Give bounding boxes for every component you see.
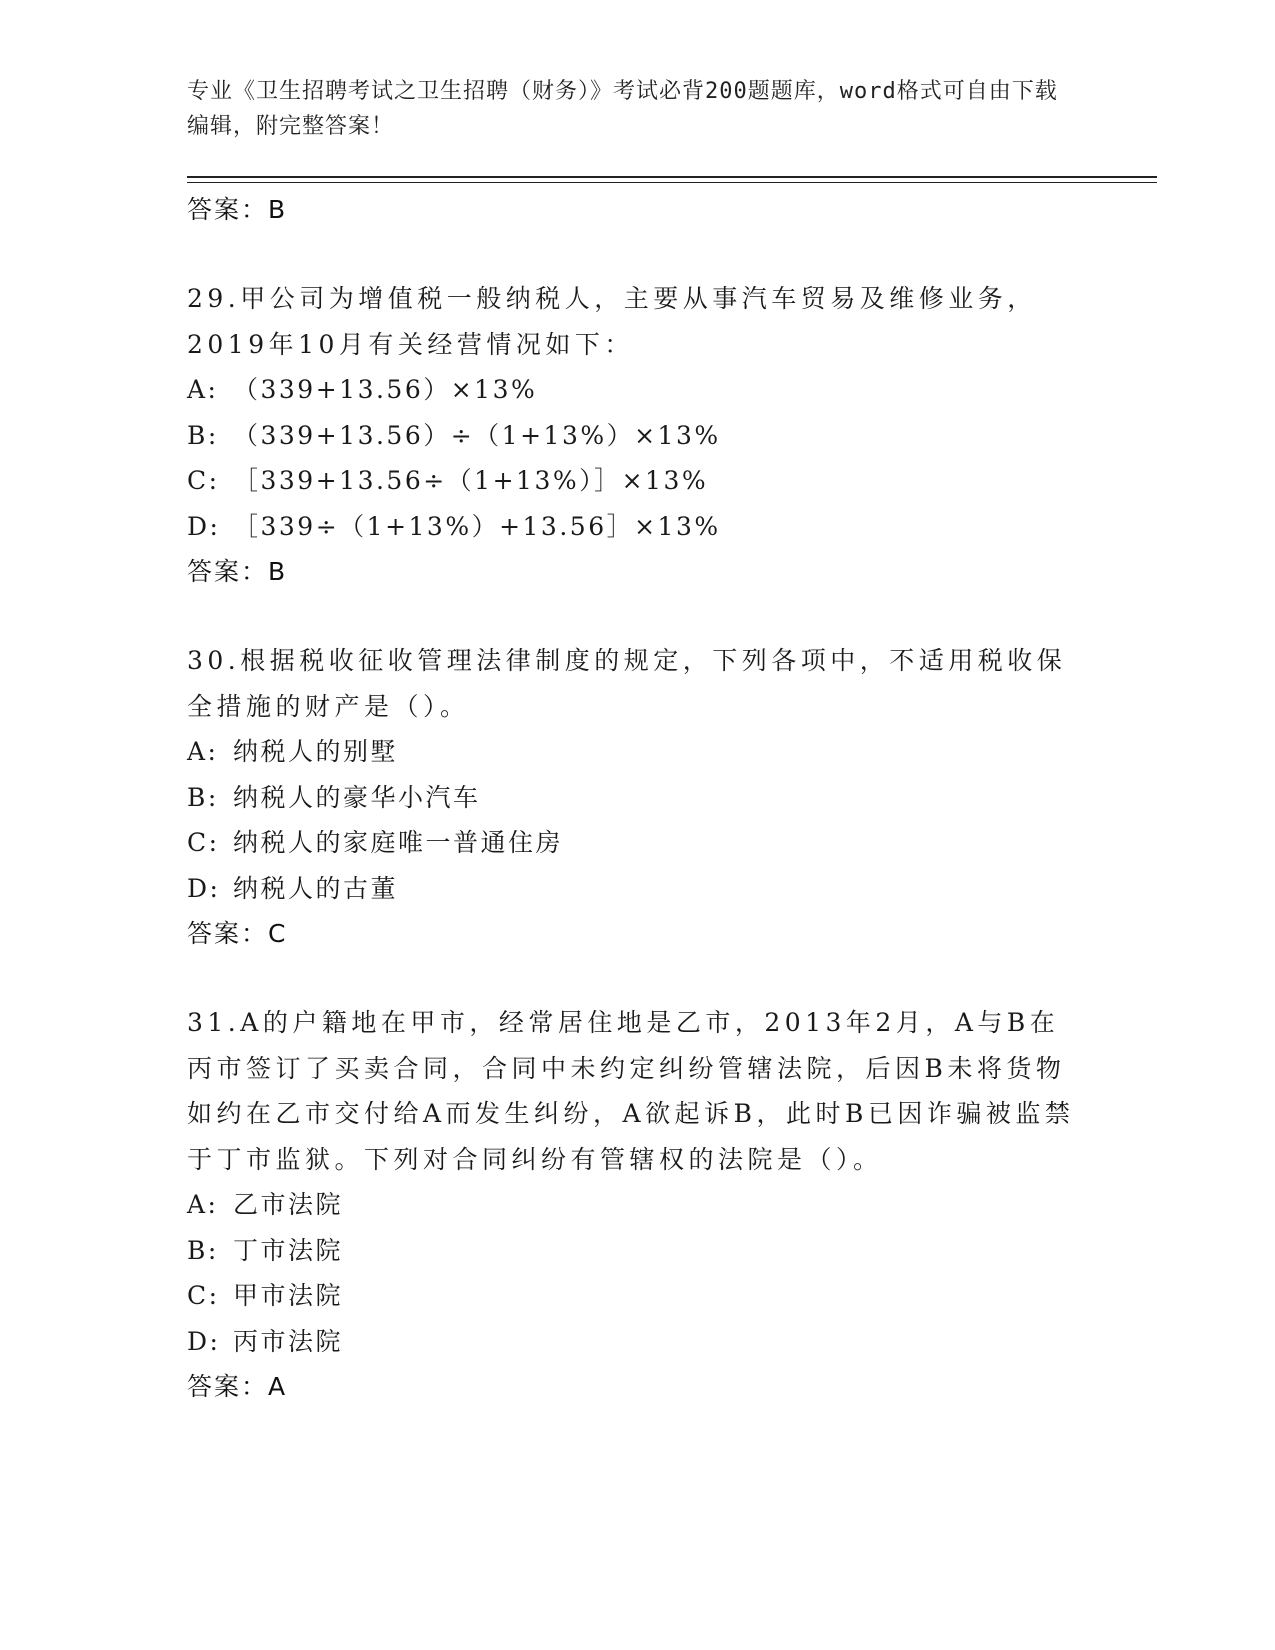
option-text: 丁市法院 xyxy=(233,1235,344,1265)
question-30-option-a xyxy=(187,729,1087,775)
question-29-option-b xyxy=(187,413,1087,459)
option-letter: D: xyxy=(187,1326,221,1356)
option-text: 甲市法院 xyxy=(233,1281,344,1310)
document-header: 专业《卫生招聘考试之卫生招聘（财务）》考试必背200题题库，word格式可自由下载编辑，附完整答案！ xyxy=(187,79,1058,139)
option-letter: C: xyxy=(187,466,220,495)
option-letter: C: xyxy=(187,1281,220,1310)
question-30-option-c xyxy=(187,820,1087,866)
question-31-answer: 答案：A xyxy=(187,1372,288,1401)
question-list xyxy=(187,187,1087,1410)
option-text: 乙市法院 xyxy=(233,1190,344,1219)
question-30-answer: 答案：C xyxy=(187,919,288,948)
question-29-option-c xyxy=(187,458,1087,504)
answer-previous: 答案：B xyxy=(187,195,288,224)
option-letter: B: xyxy=(187,1235,219,1265)
option-text: 丙市法院 xyxy=(233,1326,344,1356)
question-29-answer: 答案：B xyxy=(187,557,288,586)
option-letter: A: xyxy=(187,737,219,766)
option-text: 纳税人的豪华小汽车 xyxy=(233,782,481,812)
question-30 xyxy=(187,638,1087,957)
question-31-option-a xyxy=(187,1182,1087,1228)
question-29-option-a xyxy=(187,367,1087,413)
question-29 xyxy=(187,276,1087,595)
question-30-stem: 30.根据税收征收管理法律制度的规定，下列各项中，不适用税收保全措施的财产是（）。 xyxy=(187,646,1067,721)
question-31-stem: 31.A的户籍地在甲市，经常居住地是乙市，2013年2月，A与B在丙市签订了买卖合同，合同中未约定纠纷管辖法院，后因B未将货物如约在乙市交付给A而发生纠纷，A欲起诉B，此时B已因诈骗被监禁于丁市监狱。下列对合同纠纷有管辖权的法院是（）。 xyxy=(187,1008,1075,1174)
question-30-option-b xyxy=(187,775,1087,821)
option-text: 纳税人的家庭唯一普通住房 xyxy=(233,828,564,857)
question-29-option-d xyxy=(187,504,1087,550)
header-divider-thick xyxy=(187,176,1157,178)
option-text: ［339÷（1+13%）+13.56］×13% xyxy=(233,511,721,541)
option-text: ［339+13.56÷（1+13%）］×13% xyxy=(233,466,709,495)
header-divider-thin xyxy=(187,182,1157,183)
option-letter: B: xyxy=(187,782,219,812)
option-letter: D: xyxy=(187,873,221,903)
question-31 xyxy=(187,1000,1087,1410)
question-29-stem: 29.甲公司为增值税一般纳税人，主要从事汽车贸易及维修业务，2019年10月有关经营情况如下： xyxy=(187,284,1037,359)
question-31-option-b xyxy=(187,1228,1087,1274)
option-text: 纳税人的古董 xyxy=(233,873,399,903)
option-letter: C: xyxy=(187,828,220,857)
option-text: 纳税人的别墅 xyxy=(233,737,399,766)
question-30-option-d xyxy=(187,866,1087,912)
question-31-option-c xyxy=(187,1273,1087,1319)
option-letter: D: xyxy=(187,511,221,541)
option-text: （339+13.56）×13% xyxy=(233,375,538,404)
option-letter: B: xyxy=(187,420,219,450)
question-31-option-d xyxy=(187,1319,1087,1365)
option-text: （339+13.56）÷（1+13%）×13% xyxy=(233,420,721,450)
option-letter: A: xyxy=(187,1190,219,1219)
option-letter: A: xyxy=(187,375,219,404)
